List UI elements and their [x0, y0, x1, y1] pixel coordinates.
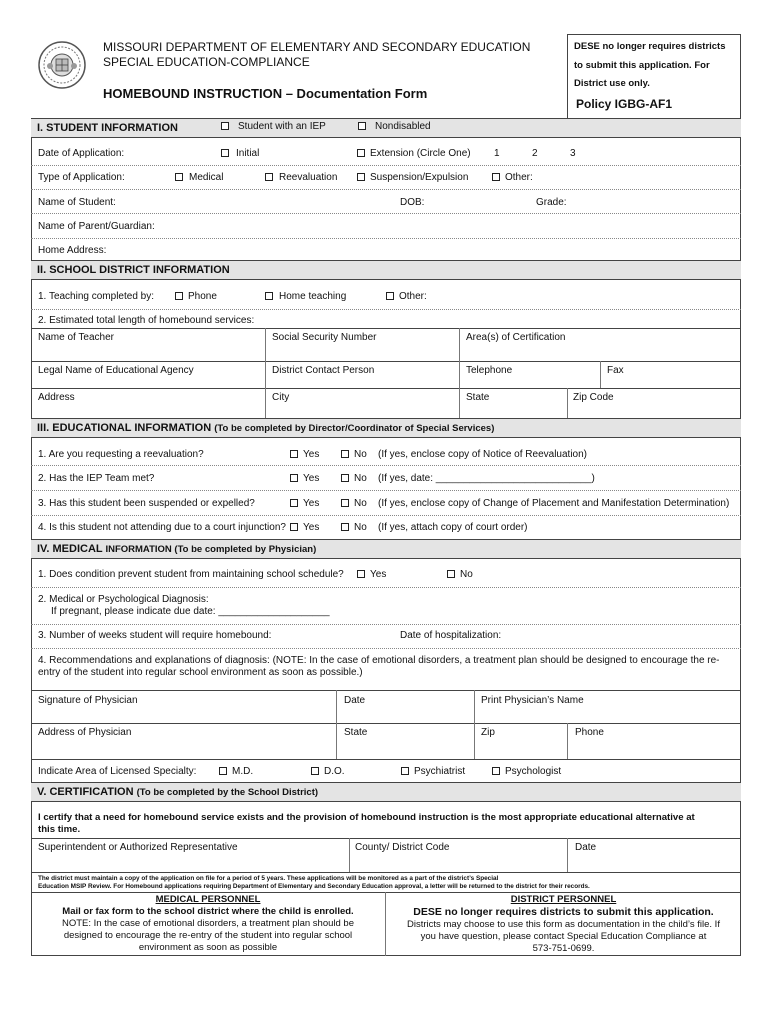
- phone-label: Phone: [188, 291, 217, 302]
- q2-yes-checkbox[interactable]: [290, 474, 298, 482]
- district-note-line-2: you have question, please contact Special Education Compliance at: [420, 931, 707, 942]
- extension-label: Extension (Circle One): [370, 148, 471, 159]
- certification-statement: I certify that a need for homebound service exists and the provision of homebound instruction is the most appropriate educational alternative at: [38, 812, 695, 823]
- type-other-label: Other:: [505, 172, 533, 183]
- medical-note-line-1: NOTE: In the case of emotional disorders, a treatment plan should be: [61, 918, 355, 929]
- do-label: D.O.: [324, 766, 345, 777]
- divider: [459, 328, 460, 418]
- suspension-checkbox[interactable]: [357, 173, 365, 181]
- diagnosis-label: 2. Medical or Psychological Diagnosis:: [38, 594, 209, 605]
- section-subtitle: (To be completed by Director/Coordinator of Special Services): [214, 423, 495, 434]
- retention-notice: The district must maintain a copy of the application on file for a period of 5 years. These applications will be monitored as a part of the district’s Special: [38, 875, 499, 882]
- physician-phone-label: Phone: [575, 727, 604, 738]
- medical-note-line-3: environment as soon as possible: [138, 942, 278, 953]
- home-teaching-checkbox[interactable]: [265, 292, 273, 300]
- section-district-info-header: [31, 260, 741, 280]
- state-seal-icon: [37, 40, 87, 90]
- teaching-other-checkbox[interactable]: [386, 292, 394, 300]
- q1-yes-checkbox[interactable]: [290, 450, 298, 458]
- q3-yes-label: Yes: [303, 498, 320, 509]
- retention-notice-cont: Education MSIP Review. For Homebound applications requiring Department of Elementary and Secondary Education approval, a letter will be returned to the district for their records.: [38, 883, 590, 890]
- q4-yes-checkbox[interactable]: [290, 523, 298, 531]
- schedule-yes-label: Yes: [370, 569, 387, 580]
- teacher-name-label: Name of Teacher: [38, 332, 114, 343]
- ssn-label: Social Security Number: [272, 332, 377, 343]
- psychologist-checkbox[interactable]: [492, 767, 500, 775]
- city-label: City: [272, 392, 290, 403]
- divider: [31, 388, 741, 389]
- divider: [567, 388, 568, 418]
- policy-number: Policy IGBG-AF1: [576, 97, 673, 111]
- divider: [567, 723, 568, 759]
- notice-line-1: DESE no longer requires districts: [574, 41, 726, 52]
- q4-no-checkbox[interactable]: [341, 523, 349, 531]
- q4-note: (If yes, attach copy of court order): [378, 522, 528, 533]
- divider: [31, 723, 741, 724]
- md-label: M.D.: [232, 766, 254, 777]
- extension-option-3[interactable]: 3: [570, 148, 576, 159]
- certification-label: Area(s) of Certification: [466, 332, 566, 343]
- divider: [31, 165, 741, 166]
- print-physician-name-label: Print Physician’s Name: [481, 695, 584, 706]
- home-address-label: Home Address:: [38, 245, 107, 256]
- q1-no-label: No: [354, 449, 367, 460]
- teaching-completed-label: 1. Teaching completed by:: [38, 291, 155, 302]
- extension-option-2[interactable]: 2: [532, 148, 538, 159]
- divider: [265, 328, 266, 418]
- home-teaching-label: Home teaching: [279, 291, 347, 302]
- q1-note: (If yes, enclose copy of Notice of Reevaluation): [378, 449, 587, 460]
- medical-note-line-2: designed to encourage the re-entry of the student into regular school: [63, 930, 353, 941]
- section-title: I. STUDENT INFORMATION: [37, 122, 178, 134]
- parent-name-label: Name of Parent/Guardian:: [38, 221, 155, 232]
- grade-label: Grade:: [536, 197, 567, 208]
- zip-code-label: Zip Code: [573, 392, 614, 403]
- section-title-main: V. CERTIFICATION: [37, 786, 134, 798]
- divider: [31, 872, 741, 873]
- divider: [31, 465, 741, 466]
- divider: [31, 624, 741, 625]
- schedule-no-checkbox[interactable]: [447, 570, 455, 578]
- divider: [31, 892, 741, 893]
- reevaluation-checkbox[interactable]: [265, 173, 273, 181]
- physician-zip-label: Zip: [481, 727, 495, 738]
- educational-agency-label: Legal Name of Educational Agency: [38, 365, 194, 376]
- section-title-main: III. EDUCATIONAL INFORMATION: [37, 422, 212, 434]
- suspension-label: Suspension/Expulsion: [370, 172, 469, 183]
- physician-date-label: Date: [344, 695, 366, 706]
- county-district-code-label: County/ District Code: [355, 842, 450, 853]
- q2-no-label: No: [354, 473, 367, 484]
- divider: [600, 361, 601, 388]
- student-iep-label: Student with an IEP: [238, 121, 326, 132]
- q1-yes-label: Yes: [303, 449, 320, 460]
- court-injunction-question: 4. Is this student not attending due to a court injunction?: [38, 522, 286, 533]
- iep-team-question: 2. Has the IEP Team met?: [38, 473, 155, 484]
- q2-no-checkbox[interactable]: [341, 474, 349, 482]
- divider: [31, 690, 741, 691]
- q3-no-checkbox[interactable]: [341, 499, 349, 507]
- physician-address-label: Address of Physician: [38, 727, 132, 738]
- divider: [31, 587, 741, 588]
- section-title: II. SCHOOL DISTRICT INFORMATION: [37, 264, 230, 276]
- date-of-application-label: Date of Application:: [38, 148, 125, 159]
- district-personnel-heading: DISTRICT PERSONNEL: [510, 894, 617, 905]
- divider: [349, 838, 350, 872]
- section-subtitle: (To be completed by the School District): [136, 787, 319, 798]
- student-iep-checkbox[interactable]: [221, 122, 229, 130]
- suspended-question: 3. Has this student been suspended or expelled?: [38, 498, 255, 509]
- dese-notice-box: [567, 34, 741, 118]
- q2-note: (If yes, date: ____________________________): [378, 473, 595, 484]
- psychiatrist-label: Psychiatrist: [414, 766, 466, 777]
- section-educational-info-header: [31, 418, 741, 438]
- contact-person-label: District Contact Person: [272, 365, 375, 376]
- section-certification-header: [31, 782, 741, 802]
- divider: [31, 213, 741, 214]
- section-medical-info-header: [31, 539, 741, 559]
- weeks-homebound-label: 3. Number of weeks student will require homebound:: [38, 630, 272, 641]
- certification-date-label: Date: [575, 842, 597, 853]
- type-of-application-label: Type of Application:: [38, 172, 125, 183]
- district-phone-number: 573-751-0699.: [532, 943, 595, 954]
- notice-line-2: to submit this application. For: [574, 60, 710, 71]
- q2-yes-label: Yes: [303, 473, 320, 484]
- recommendations-label-cont: entry of the student into regular school environment as soon as possible.): [38, 667, 363, 678]
- recommendations-label: 4. Recommendations and explanations of diagnosis: (NOTE: In the case of emotional disorders, a treatment plan should be designed to encourage the re-: [38, 655, 720, 666]
- divider: [31, 490, 741, 491]
- q4-yes-label: Yes: [303, 522, 320, 533]
- medical-personnel-heading: MEDICAL PERSONNEL: [155, 894, 261, 905]
- fax-label: Fax: [607, 365, 624, 376]
- section-subtitle: INFORMATION (To be completed by Physician): [105, 544, 317, 555]
- district-note-line-1: Districts may choose to use this form as documentation in the child’s file. If: [407, 919, 720, 930]
- divider: [31, 328, 741, 329]
- schedule-yes-checkbox[interactable]: [357, 570, 365, 578]
- dob-label: DOB:: [400, 197, 425, 208]
- medical-checkbox[interactable]: [175, 173, 183, 181]
- medical-mail-instruction: Mail or fax form to the school district where the child is enrolled.: [62, 906, 354, 917]
- length-of-services-label: 2. Estimated total length of homebound services:: [38, 315, 255, 326]
- schedule-no-label: No: [460, 569, 473, 580]
- certification-statement-cont: this time.: [38, 824, 81, 835]
- q1-no-checkbox[interactable]: [341, 450, 349, 458]
- divider: [474, 690, 475, 759]
- student-name-label: Name of Student:: [38, 197, 116, 208]
- divider: [31, 189, 741, 190]
- district-address-label: Address: [38, 392, 75, 403]
- phone-checkbox[interactable]: [175, 292, 183, 300]
- psychiatrist-checkbox[interactable]: [401, 767, 409, 775]
- superintendent-label: Superintendent or Authorized Representative: [38, 842, 238, 853]
- nondisabled-checkbox[interactable]: [358, 122, 366, 130]
- extension-option-1[interactable]: 1: [494, 148, 500, 159]
- section-title: [37, 543, 316, 555]
- q3-note: (If yes, enclose copy of Change of Placement and Manifestation Determination): [378, 498, 730, 509]
- physician-state-label: State: [344, 727, 368, 738]
- divider: [31, 838, 741, 839]
- q4-no-label: No: [354, 522, 367, 533]
- form-frame: [31, 118, 741, 956]
- q3-no-label: No: [354, 498, 367, 509]
- extension-checkbox[interactable]: [357, 149, 365, 157]
- divider: [336, 690, 337, 759]
- initial-label: Initial: [236, 148, 260, 159]
- due-date-label: If pregnant, please indicate due date: ____________________: [51, 606, 330, 617]
- divider: [31, 515, 741, 516]
- section-title-main: IV. MEDICAL: [37, 543, 103, 555]
- form-title: HOMEBOUND INSTRUCTION – Documentation Form: [103, 86, 428, 101]
- telephone-label: Telephone: [466, 365, 513, 376]
- md-checkbox[interactable]: [219, 767, 227, 775]
- psychologist-label: Psychologist: [505, 766, 562, 777]
- nondisabled-label: Nondisabled: [375, 121, 431, 132]
- division-name: SPECIAL EDUCATION-COMPLIANCE: [103, 55, 310, 69]
- divider: [31, 309, 741, 310]
- divider: [31, 759, 741, 760]
- reevaluation-question: 1. Are you requesting a reevaluation?: [38, 449, 204, 460]
- q3-yes-checkbox[interactable]: [290, 499, 298, 507]
- medical-label: Medical: [189, 172, 224, 183]
- divider: [31, 648, 741, 649]
- type-other-checkbox[interactable]: [492, 173, 500, 181]
- state-label: State: [466, 392, 490, 403]
- divider: [31, 361, 741, 362]
- initial-checkbox[interactable]: [221, 149, 229, 157]
- reevaluation-label: Reevaluation: [279, 172, 338, 183]
- school-schedule-question: 1. Does condition prevent student from maintaining school schedule?: [38, 569, 344, 580]
- agency-name: MISSOURI DEPARTMENT OF ELEMENTARY AND SECONDARY EDUCATION: [103, 40, 531, 54]
- notice-line-3: District use only.: [574, 78, 650, 89]
- licensed-specialty-label: Indicate Area of Licensed Specialty:: [38, 766, 197, 777]
- divider: [31, 238, 741, 239]
- section-title: [37, 422, 494, 434]
- divider: [567, 838, 568, 872]
- section-title: [37, 786, 318, 798]
- district-notice: DESE no longer requires districts to submit this application.: [413, 906, 714, 918]
- teaching-other-label: Other:: [399, 291, 427, 302]
- do-checkbox[interactable]: [311, 767, 319, 775]
- hospitalization-date-label: Date of hospitalization:: [400, 630, 502, 641]
- physician-signature-label: Signature of Physician: [38, 695, 138, 706]
